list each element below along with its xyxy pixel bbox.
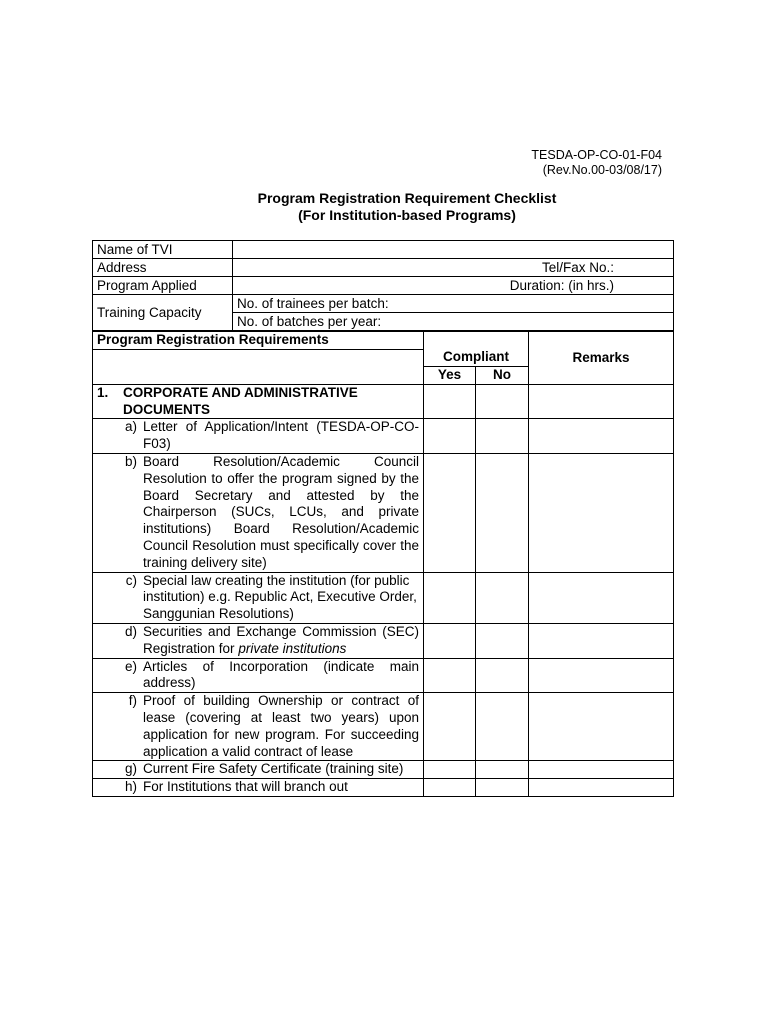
program-label: Program Applied <box>93 277 233 295</box>
item-text: Board Resolution/Academic Council Resolution to offer the program signed by the Board Secretary and attested by the Chairperson (SUCs, LCUs, and private institutions) Board Resolution/Academic Council Resolution must specifically cover the training delivery site) <box>143 454 419 570</box>
requirements-heading: Program Registration Requirements <box>93 332 424 350</box>
remarks-cell[interactable] <box>529 761 674 779</box>
requirements-heading-row <box>93 332 674 350</box>
yes-header: Yes <box>424 367 476 385</box>
no-cell[interactable] <box>476 572 529 623</box>
compliant-header: Compliant <box>424 349 529 366</box>
no-cell[interactable] <box>476 454 529 573</box>
section-row <box>93 384 674 419</box>
name-value[interactable] <box>233 241 674 259</box>
no-cell[interactable] <box>476 779 529 797</box>
no-header: No <box>476 367 529 385</box>
item-label: c) <box>125 572 137 588</box>
item-text-italic: private institutions <box>238 640 347 656</box>
yes-cell[interactable] <box>424 572 476 623</box>
duration-label: Duration: (in hrs.) <box>509 278 614 293</box>
row-name <box>93 241 674 259</box>
batches-label[interactable]: No. of batches per year: <box>233 313 674 331</box>
title-line-1: Program Registration Requirement Checklist <box>257 190 557 206</box>
remarks-cell[interactable] <box>529 779 674 797</box>
yes-cell[interactable] <box>424 693 476 761</box>
tvi-info-table <box>92 240 674 331</box>
item-row-g <box>93 761 674 779</box>
name-label: Name of TVI <box>93 241 233 259</box>
yes-cell[interactable] <box>424 779 476 797</box>
capacity-label: Training Capacity <box>93 295 233 331</box>
remarks-cell[interactable] <box>529 624 674 659</box>
item-row-f <box>93 693 674 761</box>
item-text: Proof of building Ownership or contract of lease (covering at least two years) upon application for new program. For succeeding application a valid contract of lease <box>143 693 419 759</box>
address-value[interactable] <box>233 259 674 277</box>
section-title: CORPORATE AND ADMINISTRATIVE DOCUMENTS <box>123 384 358 417</box>
item-row-a <box>93 419 674 454</box>
yes-cell[interactable] <box>424 658 476 693</box>
row-program <box>93 277 674 295</box>
row-address <box>93 259 674 277</box>
form-code: TESDA-OP-CO-01-F04 <box>531 148 662 162</box>
remarks-cell[interactable] <box>529 572 674 623</box>
form-code-block <box>531 148 662 178</box>
item-label: d) <box>124 624 137 640</box>
section-number: 1. <box>97 384 109 400</box>
item-text: Articles of Incorporation (indicate main address) <box>143 658 419 691</box>
item-row-b <box>93 454 674 573</box>
remarks-cell[interactable] <box>529 384 674 419</box>
trainees-label[interactable]: No. of trainees per batch: <box>233 295 674 313</box>
item-text: Current Fire Safety Certificate (training site) <box>143 761 404 777</box>
yes-cell[interactable] <box>424 454 476 573</box>
item-row-d <box>93 624 674 659</box>
remarks-cell[interactable] <box>529 693 674 761</box>
item-text: Letter of Application/Intent (TESDA-OP-CO-F03) <box>143 419 419 452</box>
item-label: b) <box>124 454 137 470</box>
section-title-cell <box>93 384 424 419</box>
address-label: Address <box>93 259 233 277</box>
yes-cell[interactable] <box>424 624 476 659</box>
row-trainees <box>93 295 674 313</box>
item-label: h) <box>124 779 137 795</box>
item-row-e <box>93 658 674 693</box>
item-label: e) <box>124 658 137 674</box>
item-label: a) <box>124 419 137 435</box>
item-text-main: Securities and Exchange Commission (SEC) Registration for <box>143 624 419 656</box>
remarks-cell[interactable] <box>529 454 674 573</box>
remarks-cell[interactable] <box>529 419 674 454</box>
yes-cell[interactable] <box>424 384 476 419</box>
no-cell[interactable] <box>476 761 529 779</box>
remarks-header: Remarks <box>529 332 674 385</box>
no-cell[interactable] <box>476 624 529 659</box>
item-text: Special law creating the institution (for public institution) e.g. Republic Act, Executive Order, Sanggunian Resolutions) <box>143 572 417 622</box>
no-cell[interactable] <box>476 384 529 419</box>
yes-cell[interactable] <box>424 419 476 454</box>
no-cell[interactable] <box>476 693 529 761</box>
requirements-table <box>92 331 674 797</box>
item-row-h <box>93 779 674 797</box>
item-label: f) <box>128 693 137 709</box>
no-cell[interactable] <box>476 658 529 693</box>
item-text <box>143 624 419 658</box>
title-line-2: (For Institution-based Programs) <box>298 207 516 223</box>
item-text: For Institutions that will branch out <box>143 779 348 795</box>
no-cell[interactable] <box>476 419 529 454</box>
form-revision: (Rev.No.00-03/08/17) <box>542 163 662 177</box>
yes-cell[interactable] <box>424 761 476 779</box>
item-row-c <box>93 572 674 623</box>
item-label: g) <box>124 761 137 777</box>
telfax-label: Tel/Fax No.: <box>541 260 614 275</box>
document-title <box>0 190 768 224</box>
program-value[interactable] <box>233 277 674 295</box>
remarks-cell[interactable] <box>529 658 674 693</box>
